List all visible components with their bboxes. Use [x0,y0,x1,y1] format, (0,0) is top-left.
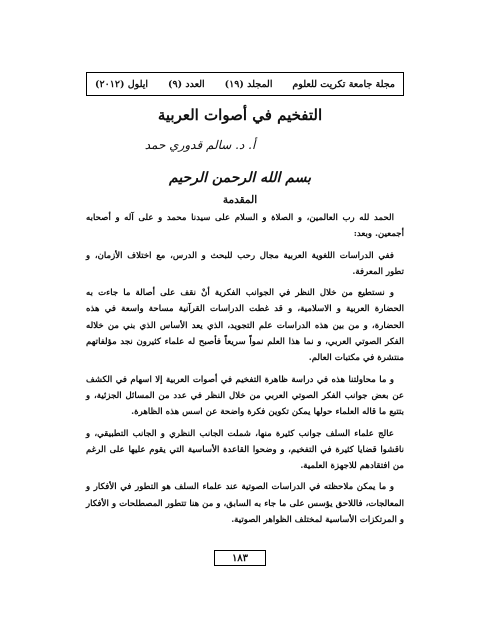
journal-name: مجلة جامعة تكريت للعلوم [292,78,395,90]
paragraph: و ما محاولتنا هذه في دراسة ظاهرة التفخيم في أصوات العربية إلا اسهام في الكشف عن بعض جوانب الفكر الصوتي العربي من خلال النظر في عدد من المسائل الجزئية، و بتتبع ما قاله العلماء حولها يمكن تكوين فكرة واضحة عن اسس هذه الظاهرة. [86,374,404,418]
basmala: بسم الله الرحمن الرحيم [169,170,311,186]
paragraph: عالج علماء السلف جوانب كثيرة منها، شملت الجانب النظري و الجانب التطبيقي، و ناقشوا قضايا كثيرة في التفخيم، و وضحوا القاعدة الأساسية التي يقوم عليها على الرغم من افتقادهم للاجهزة العلمية. [86,428,404,472]
journal-volume: المجلد (١٩) [224,78,273,90]
article-author: أ. د. سالم قدوري حمد [144,138,256,152]
article-body [86,210,404,533]
paragraph: الحمد لله رب العالمين، و الصلاة و السلام على سيدنا محمد و على آله و أصحابه أجمعين. وبعد: [86,213,404,240]
journal-date: ايلول (٢٠١٢) [95,78,148,90]
journal-issue: العدد (٩) [167,78,205,90]
page-number: ١٨٣ [214,550,266,566]
journal-header [86,72,404,96]
paragraph: و ما يمكن ملاحظته في الدراسات الصوتية عند علماء السلف هو التطور في الأفكار و المعالجات، فاللاحق يؤسس على ما جاء به السابق، و من هنا تتطور المصطلحات و الأفكار و المرتكزات الأساسية لمختلف الظواهر الصوتية. [86,482,404,526]
paragraph: ففي الدراسات اللغوية العربية مجال رحب للبحث و الدرس، مع اختلاف الأزمان، و تطور المعرفة. [86,250,404,277]
article-title: التفخيم في أصوات العربية [157,106,323,124]
paragraph: و نستطيع من خلال النظر في الجوانب الفكرية أنْ نقف على أصالة ما جاءت به الحضارة العربية و الاسلامية، و قد غطت الدراسات القرآنية مساحة واسعة في هذه الحضارة، و من بين هذه الدراسات علم التجويد، الذي يعد الأساس الذي بني من خلاله الفكر الصوتي العربي، و نما هذا العلم نمواً سريعاً فأصبح له علماء كثيرون نجد مؤلفاتهم منتشرة في مكتبات العالم. [86,288,404,364]
intro-heading: المقدمة [222,194,258,206]
